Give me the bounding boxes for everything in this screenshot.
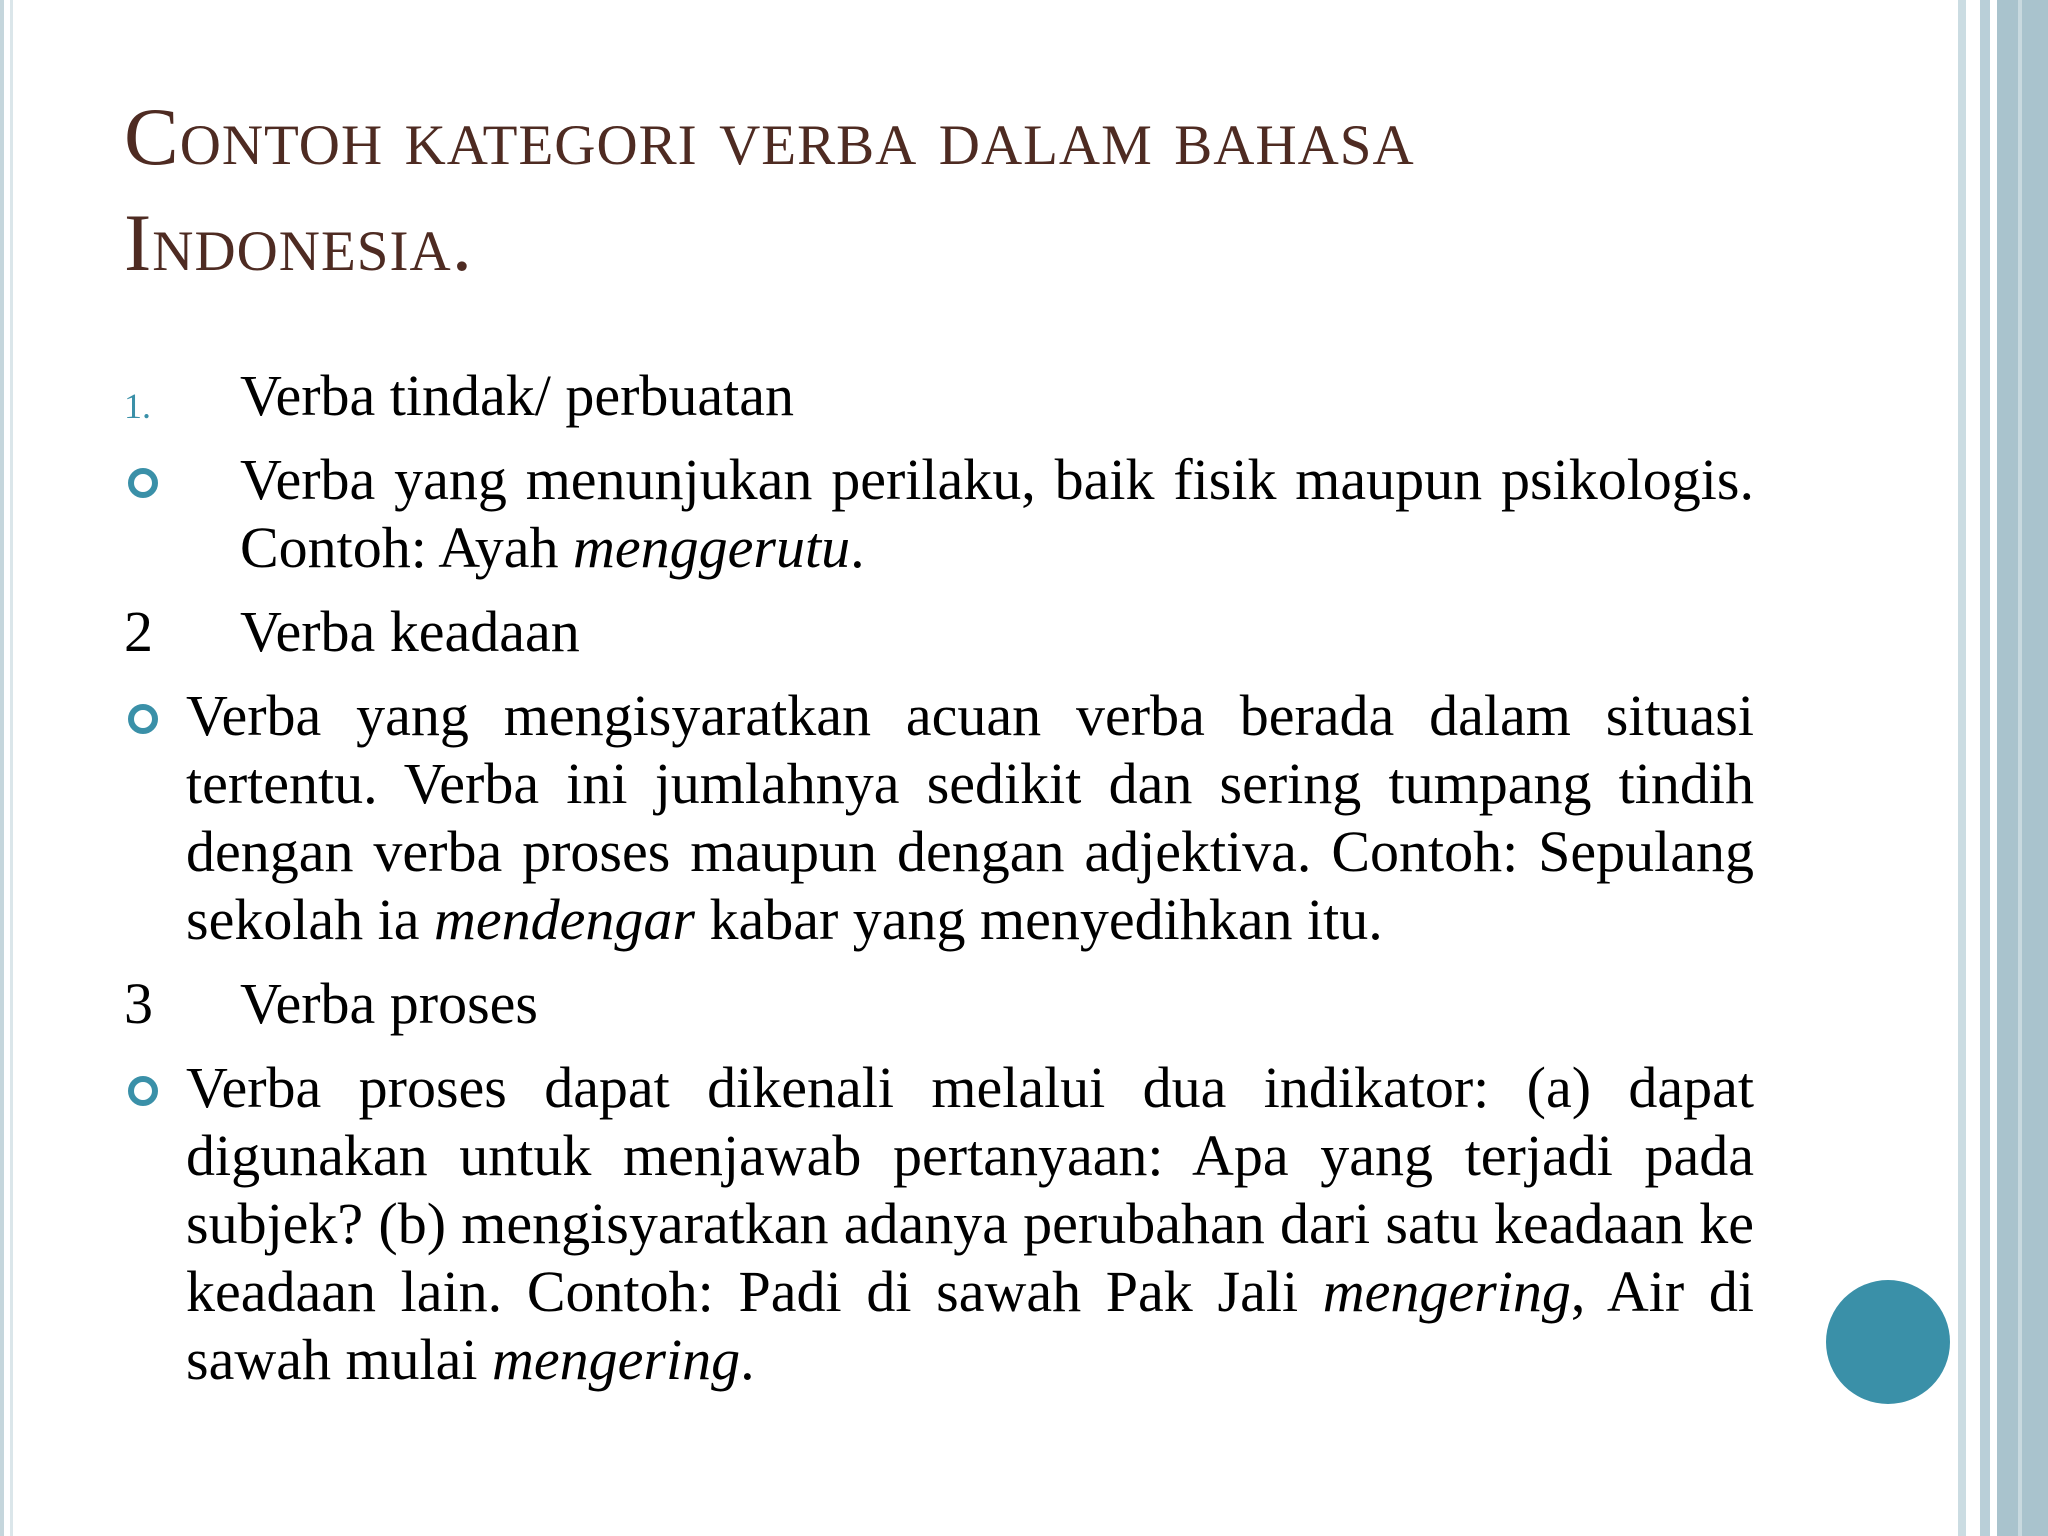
- left-border-inner: [10, 0, 13, 1536]
- left-border: [0, 0, 4, 1536]
- body-text: Verba yang mengisyaratkan acuan verba berada dalam situasi tertentu. Verba ini jumlahnya sedikit dan sering tumpang tindih dengan verba proses maupun dengan adjektiva. Contoh: Sepulang sekolah ia: [186, 683, 1754, 952]
- body-example-verb: mengering: [492, 1327, 741, 1392]
- list-item-body: [124, 682, 1754, 954]
- body-text: Verba yang menunjukan perilaku, baik fisik maupun psikologis. Contoh: Ayah: [240, 447, 1754, 580]
- right-stripe: [1958, 0, 1966, 1536]
- ring-bullet-icon: [128, 704, 158, 734]
- body-text: kabar yang menyedihkan itu.: [694, 887, 1383, 952]
- body-example-verb: menggerutu: [573, 515, 851, 580]
- right-stripe: [1990, 0, 1997, 1536]
- right-stripe: [2018, 0, 2022, 1536]
- list-number: 3: [124, 971, 153, 1036]
- slide-title: Contoh kategori verba dalam bahasa Indonesia.: [124, 91, 1415, 288]
- list-item-heading: [124, 362, 1754, 430]
- ring-bullet-icon: [128, 1076, 158, 1106]
- list-number: 2: [124, 599, 153, 664]
- right-stripe: [1966, 0, 1980, 1536]
- right-stripe: [1980, 0, 1990, 1536]
- item-body: [240, 446, 1754, 582]
- ring-bullet-icon: [128, 468, 158, 498]
- list-item-body: [124, 446, 1754, 582]
- list-number: 1.: [124, 386, 151, 426]
- item-heading: Verba keadaan: [240, 599, 580, 664]
- item-heading: Verba tindak/ perbuatan: [240, 363, 795, 428]
- list-item-heading: [124, 598, 1754, 666]
- body-text: Verba proses dapat dikenali melalui dua indikator: (a) dapat digunakan untuk menjawab pertanyaan: Apa yang terjadi pada subjek? (b) mengisyaratkan adanya perubahan dari satu keadaan ke keadaan lain. Contoh: Padi di sawah Pak Jali: [186, 1055, 1754, 1324]
- body-text: .: [740, 1327, 755, 1392]
- body-text: , Air di sawah mulai: [186, 1259, 1754, 1392]
- item-heading: Verba proses: [240, 971, 538, 1036]
- list-item-heading: [124, 970, 1754, 1038]
- body-example-verb: mengering: [1322, 1259, 1571, 1324]
- item-body: [186, 1054, 1754, 1394]
- list-item-body: [124, 1054, 1754, 1394]
- item-body: [186, 682, 1754, 954]
- circle-decoration: [1826, 1280, 1950, 1404]
- body-text: .: [850, 515, 865, 580]
- right-stripe: [1997, 0, 2048, 1536]
- slide-content: [124, 362, 1754, 1394]
- body-example-verb: mendengar: [434, 887, 695, 952]
